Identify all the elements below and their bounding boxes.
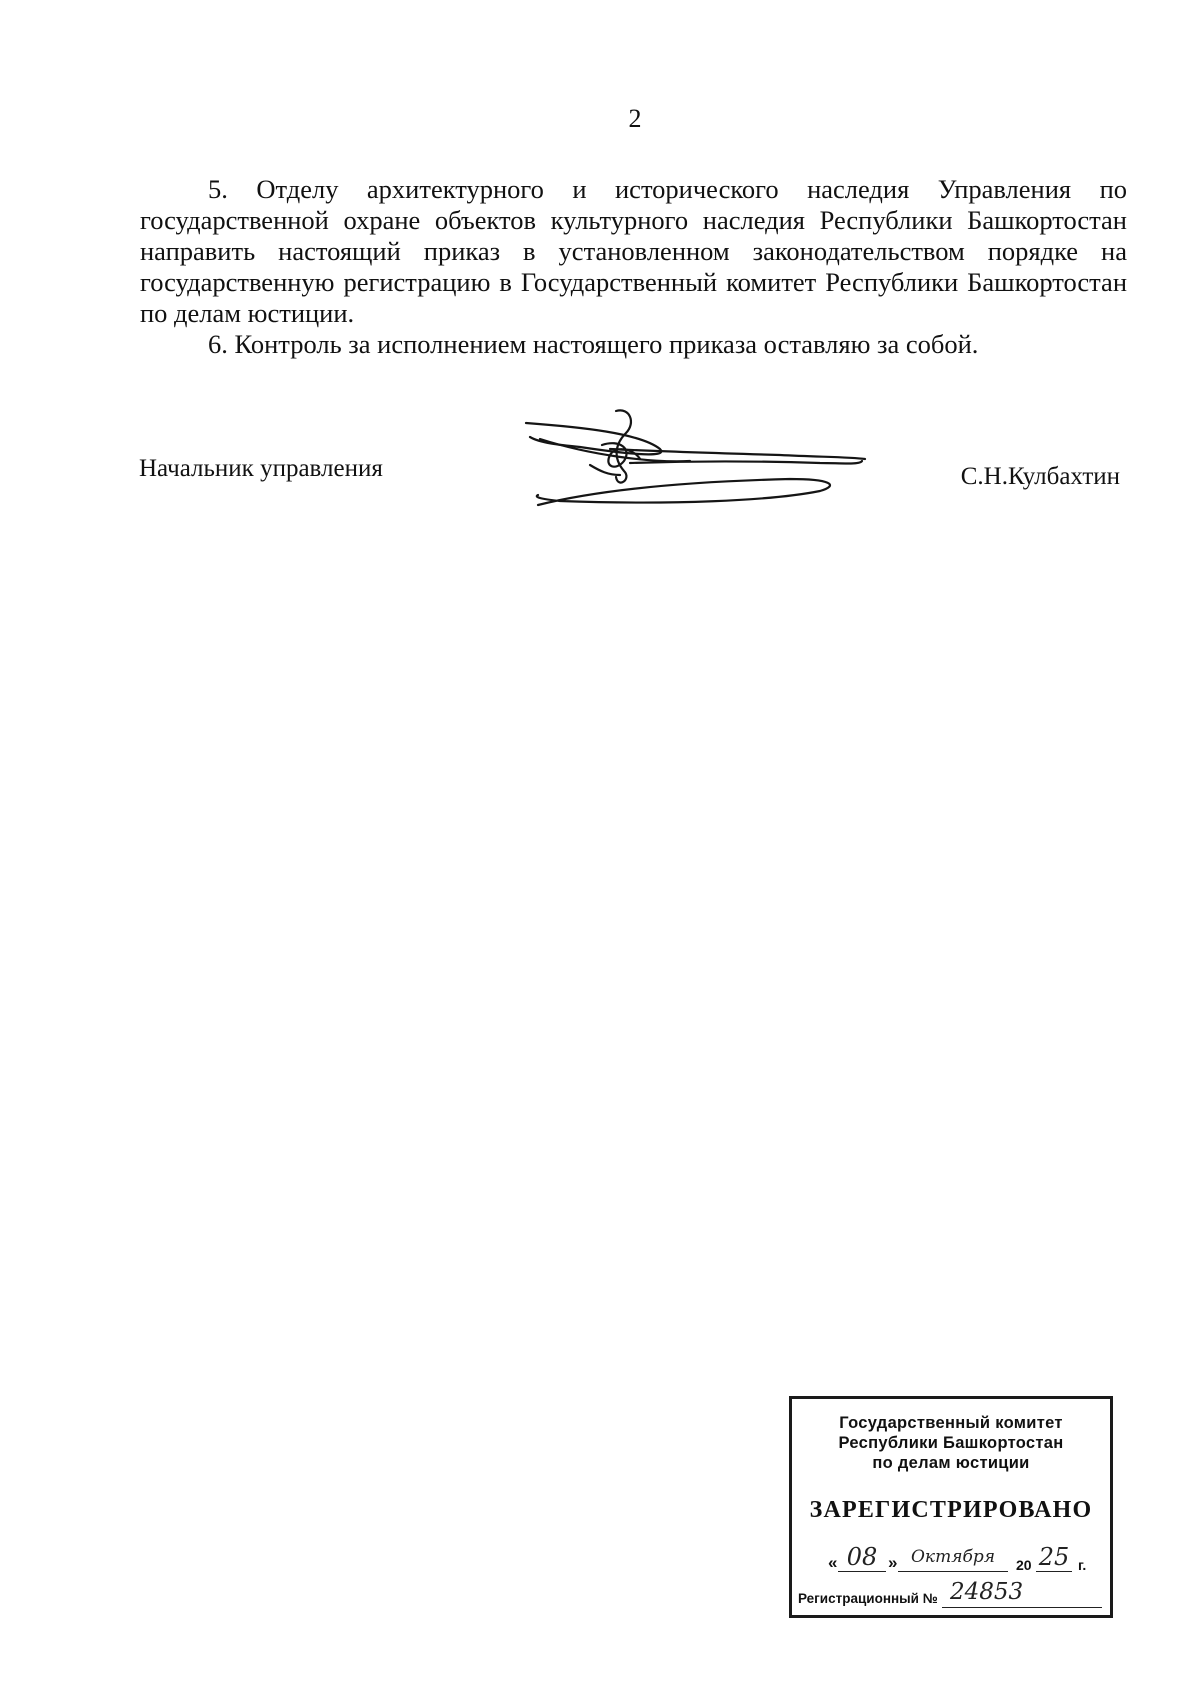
stamp-day: 08 [846,1543,878,1571]
stamp-date [828,1545,1108,1577]
paragraph-6: 6. Контроль за исполнением настоящего приказа оставляю за собой. [208,329,979,359]
stamp-reg-number-label: Регистрационный № [798,1591,938,1606]
stamp-org-line-2: Республики Башкортостан [838,1434,1064,1452]
signer-position: Начальник управления [139,455,383,482]
registration-stamp [789,1396,1113,1618]
signer-name: С.Н.Кулбахтин [960,463,1120,490]
stamp-reg-number-line [942,1607,1102,1608]
handwritten-signature [520,405,920,515]
stamp-month: Октября [911,1547,995,1567]
stamp-open-quote: « [828,1553,838,1572]
stamp-reg-number: 24853 [950,1579,1024,1605]
stamp-org-line-1: Государственный комитет [839,1414,1063,1432]
stamp-year-prefix: 20 [1016,1557,1032,1573]
stamp-month-line [898,1571,1008,1572]
stamp-registered-label: ЗАРЕГИСТРИРОВАНО [809,1497,1093,1523]
stamp-day-line [838,1571,886,1572]
stamp-year-unit: г. [1078,1557,1087,1573]
page-number: 2 [628,104,642,133]
stamp-year-suffix: 25 [1038,1543,1070,1571]
stamp-org-line-3: по делам юстиции [872,1454,1030,1472]
stamp-close-quote: » [888,1553,898,1572]
paragraph-5: 5. Отделу архитектурного и исторического наследия Управления по государственной охране объектов культурного наследия Республики Башкортостан направить настоящий приказ в установленном законодательством порядке на государственную регистрацию в Государственный комитет Республики Башкортостан по делам юстиции. [140,174,1127,328]
stamp-year-line [1036,1571,1072,1572]
stamp-organization [792,1413,1110,1473]
document-body [140,174,1127,360]
